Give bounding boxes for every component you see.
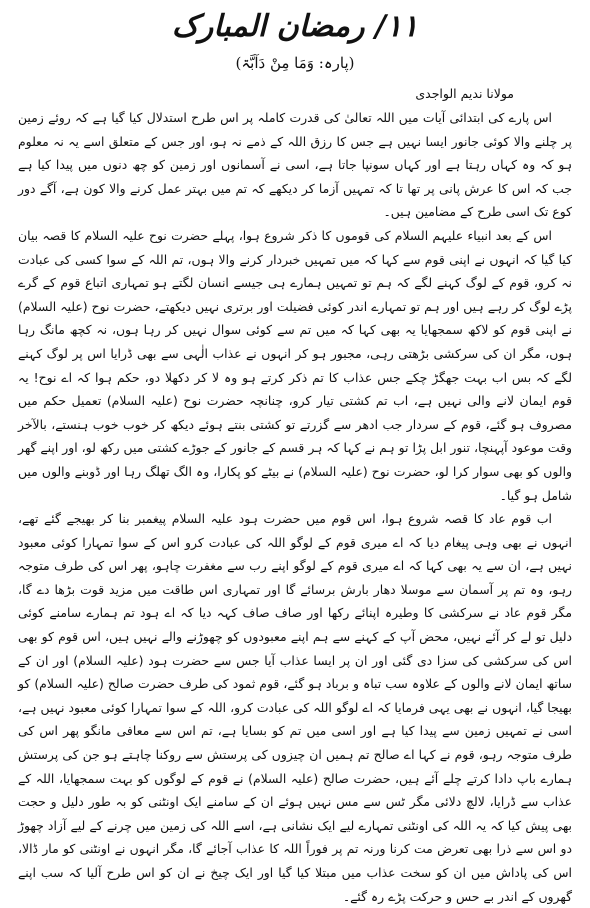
paragraph: اب قوم عاد کا قصہ شروع ہوا، اس قوم میں حضرت ہود علیہ السلام پیغمبر بنا کر بھیجے گئے تھے، انہوں نے بھی وہی پیغام دیا کہ اے میری قوم کے لوگو اللہ کی عبادت کرو اس کے سوا تمہارا کوئی معبود نہیں ہے، ان سے یہ بھی کہا کہ اے میری قوم کے لوگو اپنے رب سے مغفرت چاہو، پھر اس کی طرف متوجہ رہو، وہ تم پر آسمان سے موسلا دھار بارش برسائے گا اور تمہاری اس طاقت میں مزید قوت بڑھا دے گا، مگر قوم عاد نے سرکشی کا وطیرہ اپنائے رکھا اور صاف صاف کہہ دیا کہ اے ہود تم ہمارے سامنے کوئی دلیل تو لے کر آئے نہیں، محض آپ کے کہنے سے ہم اپنے معبودوں کو چھوڑنے والے نہیں ہیں، اس قوم کو بھی اس کی سرکشی کی سزا دی گئی اور ان پر ایسا عذاب آیا جس سے حضرت ہود (علیہ السلام) اور ان کے ساتھ ایمان لانے والوں کے علاوہ سب تباہ و برباد ہو گئے، قوم ثمود کی طرف حضرت صالح (علیہ السلام) کو بھیجا گیا، انہوں نے بھی یہی فرمایا کہ اے لوگو اللہ کی عبادت کرو، اللہ کے سوا تمہارا کوئی معبود نہیں ہے، اسی نے تمہیں زمین سے پیدا کیا ہے اور اسی میں تم کو بسایا ہے، تم اس سے معافی مانگو پھر اس کی طرف متوجہ رہو، قوم نے کہا اے صالح تم ہمیں ان چیزوں کی پرستش سے روکنا چاہتے ہو جن کی پرستش ہمارے باپ دادا کرتے چلے آئے ہیں، حضرت صالح (علیہ السلام) نے قوم کے لوگوں کو بہت سمجھایا، اللہ کے عذاب سے ڈرایا، لالچ دلائی مگر ٹس سے مس نہیں ہوئے ان کے سامنے ایک اونٹنی کو بہ طور دلیل و حجت بھی پیش کیا کہ یہ اللہ کی اونٹنی تمہارے لیے ایک نشانی ہے، اسے اللہ کی زمین میں چرنے کے لیے آزاد چھوڑ دو اس سے ذرا بھی تعرض مت کرنا ورنہ تم پر فوراً اللہ کا عذاب آجائے گا، مگر انہوں نے اونٹنی کو مار ڈالا، اس کی پاداش میں ان کو سخت عذاب میں مبتلا کیا گیا اور ایک چیخ نے ان کو اس طرح آلیا کہ سب اپنے گھروں کے اندر بے حس و حرکت پڑے رہ گئے۔ [18, 511, 572, 904]
page-subtitle: (پارہ: وَمَا مِنْ دَآبَّۃ) [235, 54, 355, 72]
page-title: ۱۱/ رمضان المبارک [171, 9, 419, 44]
paragraph: اس کے بعد انبیاء علیہم السلام کی قوموں کا ذکر شروع ہوا، پہلے حضرت نوح علیہ السلام کا قصہ بیان کیا گیا کہ انہوں نے اپنی قوم سے کہا کہ میں تمہیں خبردار کرنے والا ہوں، تم اللہ کے سوا کسی کی عبادت نہ کرو، قوم کے لوگ کہنے لگے کہ ہم تو تمہیں ہمارے ہی جیسے انسان لگتے ہو تمہاری اتباع قوم کے گرے پڑے لوگ کر رہے ہیں اور ہم تو تمہارے اندر کوئی فضیلت اور برتری نہیں دیکھتے، حضرت نوح (علیہ السلام) نے اپنی قوم کو لاکھ سمجھایا یہ بھی کہا کہ میں تم سے کوئی سوال نہیں کر رہا ہوں، نہ کچھ مانگ رہا ہوں، مگر ان کی سرکشی بڑھتی رہی، مجبور ہو کر انہوں نے عذاب الٰہی سے بھی ڈرایا اس پر لوگ کہنے لگے کہ بس اب بہت جھگڑ چکے جس عذاب کا تم ذکر کرتے ہو وہ لا کر دکھلا دو، حکم ہوا کہ اے نوح! یہ قوم ایمان لانے والی نہیں ہے، اب تم کشتی تیار کرو، چنانچہ حضرت نوح (علیہ السلام) تعمیل حکم میں مصروف ہو گئے، قوم کے سردار جب ادھر سے گزرتے تو کشتی بنتے ہوئے دیکھ کر خوب خوب ہنستے، بالآخر وقت موعود آپہنچا، تنور ابل پڑا تو ہم نے کہا کہ ہر قسم کے جانور کے جوڑے کشتی میں رکھ لو، اور اپنے گھر والوں کو بھی سوار کرا لو، حضرت نوح (علیہ السلام) نے بیٹے کو پکارا، وہ الگ تھلگ رہا اور ڈوبنے والوں میں شامل ہو گیا۔ [18, 227, 572, 503]
paragraph: اس پارے کی ابتدائی آیات میں اللہ تعالیٰ کی قدرت کاملہ پر اس طرح استدلال کیا گیا ہے کہ روئے زمین پر چلنے والا کوئی جانور ایسا نہیں ہے جس کا رزق اللہ کے ذمے نہ ہو، اور جس کے متعلق اسے یہ نہ معلوم ہو کہ وہ کہاں رہتا ہے اور کہاں سونپا جاتا ہے، اسی نے آسمانوں اور زمین کو چھ دنوں میں پیدا کیا ہے جب کہ اس کا عرش پانی پر تھا تا کہ تمہیں آزما کر دیکھے کہ تم میں بہتر عمل کرنے والا کون ہے، آگے دور کوع تک اسی طرح کے مضامین ہیں۔ [18, 110, 572, 220]
article-body [18, 106, 572, 908]
author-name: مولانا ندیم الواجدی [415, 86, 514, 101]
